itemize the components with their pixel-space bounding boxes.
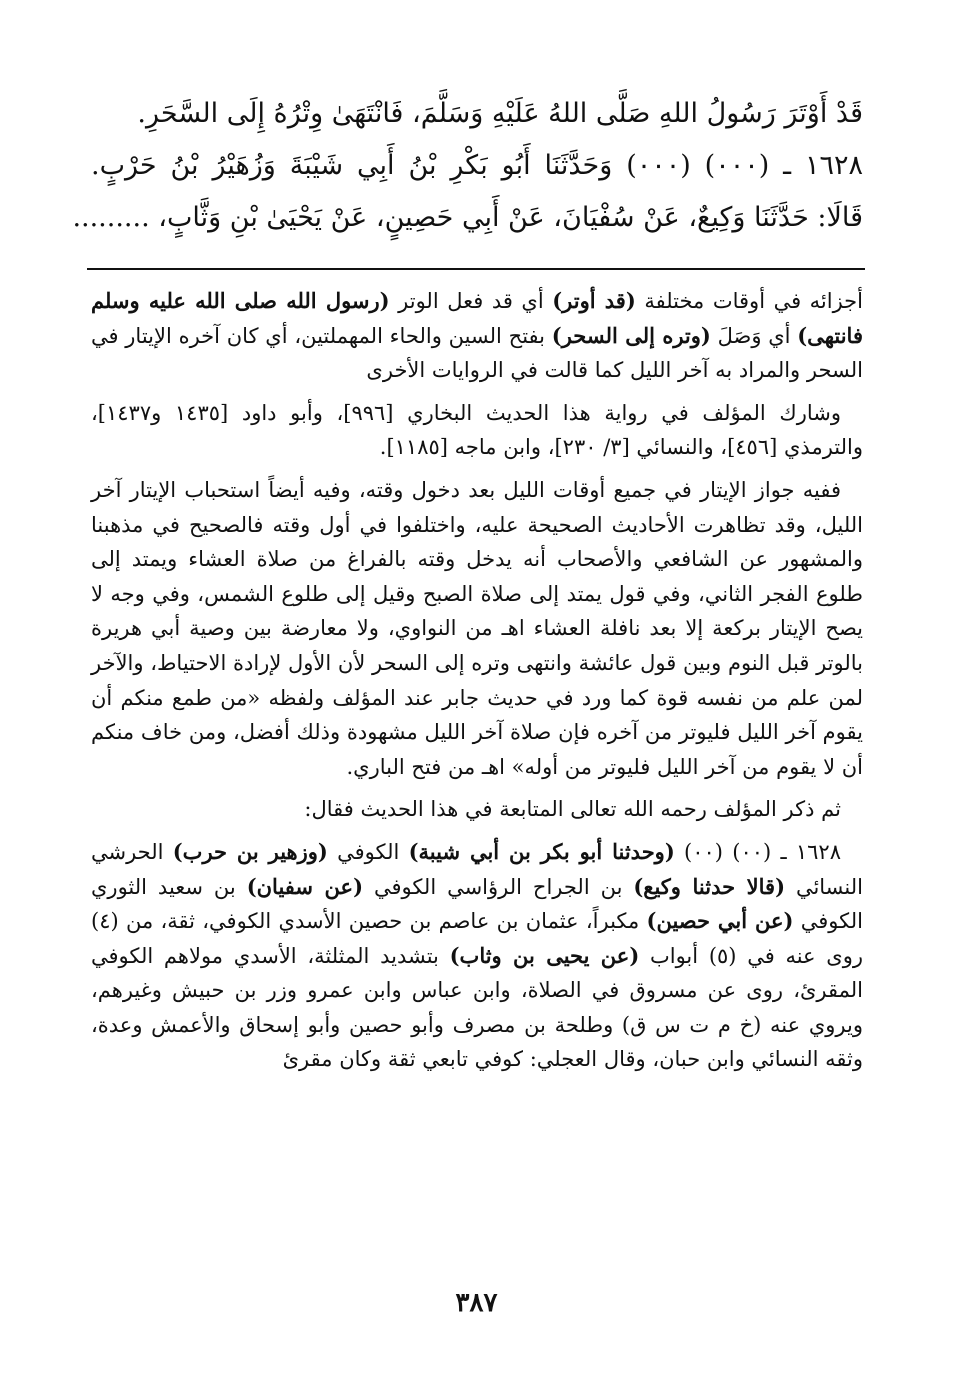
p1-text-2: أي قد فعل الوتر [389,289,553,313]
commentary-paragraph-1 [91,284,863,388]
p5-text-2: الكوفي [327,839,409,864]
commentary-paragraph-5 [91,835,863,1077]
hadith-line-2: ١٦٢٨ ـ (٠٠٠) (٠٠٠) وَحَدَّثَنَا أَبُو بَكْرِ بْنُ أَبِي شَيْبَةَ وَزُهَيْرُ بْنُ حَرْبٍ. [91,150,864,181]
hadith-line-3 [72,192,863,244]
p1-text-3: أي وَصَلَ [710,323,798,348]
commentary [91,284,863,1085]
p5-bold-1: (وحدثنا أبو بكر بن أبي شيبة) [408,838,675,864]
commentary-paragraph-4: ثم ذكر المؤلف رحمه الله تعالى المتابعة في هذا الحديث فقال: [304,797,841,822]
hadith-line-3-text: قَالَا: حَدَّثَنَا وَكِيعٌ، عَنْ سُفْيَانَ، عَنْ أَبِي حَصِينٍ، عَنْ يَحْيَىٰ بْنِ وَثَّابٍ، [158,202,863,233]
continuation-dots: ......... [72,202,150,233]
commentary-paragraph-3: ففيه جواز الإيتار في جميع أوقات الليل بعد دخول وقته، وفيه أيضاً استحباب الإيتار آخر الليل، وقد تظاهرت الأحاديث الصحيحة عليه، واختلفوا في أول وقته فالصحيح في مذهبنا والمشهور عن الشافعي والأصحاب أنه يدخل وقته بالفراغ من صلاة العشاء ويمتد إلى طلوع الفجر الثاني، وفي قول يمتد إلى صلاة الصبح وقيل إلى طلوع الشمس، وفي وجه لا يصح الإيتار بركعة إلا بعد نافلة العشاء اهـ من النواوي، ولا معارضة بين وصية أبي هريرة بالوتر قبل النوم وبين قول عائشة وانتهى وتره إلى السحر لأن الأول لإرادة الاحتياط، والآخر لمن علم من نفسه قوة كما ورد في حديث جابر عند المؤلف ولفظه «من طمع منكم أن يقوم آخر الليل فليوتر من آخره فإن صلاة آخر الليل مشهودة وذلك أفضل، ومن خاف منكم أن لا يقوم من آخر الليل فليوتر من أوله» اهـ من فتح الباري. [91,477,863,779]
commentary-paragraph-2: وشارك المؤلف في رواية هذا الحديث البخاري [٩٩٦]، وأبو داود [١٤٣٥ و١٤٣٧]، والترمذي [٤٥٦]، والنسائي [٣/ ٢٣٠]، وابن ماجه [١١٨٥]. [91,400,863,460]
p5-text-3: الحرشي النسائي [91,839,863,899]
p5-bold-6: (عن يحيى بن وثاب) [449,942,640,968]
p5-text-7: بتشديد المثلثة، الأسدي مولاهم الكوفي المقرئ، روى عن مسروق في الصلاة، وابن عباس وابن عمرو وزر بن حبيش وغيرهم، ويروي عنه (خ م ت س ق) وطلحة بن مصرف وأبو حصين وأبو إسحاق والأعمش وعدة، وثقه النسائي وابن حبان، وقال العجلي: كوفي تابعي ثقة وكان مقرئ [91,943,863,1072]
footnote-divider [87,268,865,270]
p5-text-6: مكبراً، عثمان بن عاصم بن حصين الأسدي الكوفي، ثقة، من (٤) روى عنه في (٥) أبواب [91,909,864,968]
p5-bold-2: (وزهير بن حرب) [172,838,328,864]
p5-bold-5: (عن أبي حصين) [646,908,794,934]
p5-text-5: بن سعيد الثوري الكوفي [91,874,863,934]
hadith-text [72,88,864,244]
p1-bold-2: (رسول الله صلى الله عليه وسلم فانتهى) [91,288,863,348]
p5-bold-4: (عن سفيان) [246,873,364,899]
p1-bold-1: (قد أوتر) [552,288,636,313]
p5-text-4: بن الجراح الرؤاسي الكوفي [363,874,634,899]
p5-bold-3: (قالا حدثنا وكيع) [633,873,786,899]
p1-text-4: بفتح السين والحاء المهملتين، أي كان آخره الإيتار في السحر والمراد به آخر الليل كما قالت في الروايات الأخرى [91,323,863,383]
p1-bold-3: (وتره إلى السحر) [551,322,711,348]
page-number: ٣٨٧ [455,1288,498,1318]
p5-text-1: ١٦٢٨ ـ (٠٠) (٠٠) [674,839,841,864]
hadith-line-1: قَدْ أَوْتَرَ رَسُولُ اللهِ صَلَّى اللهُ عَلَيْهِ وَسَلَّمَ، فَانْتَهَىٰ وِتْرُهُ إِلَى السَّحَرِ. [137,98,863,129]
p1-text-1: أجزائه في أوقات مختلفة [635,289,863,313]
